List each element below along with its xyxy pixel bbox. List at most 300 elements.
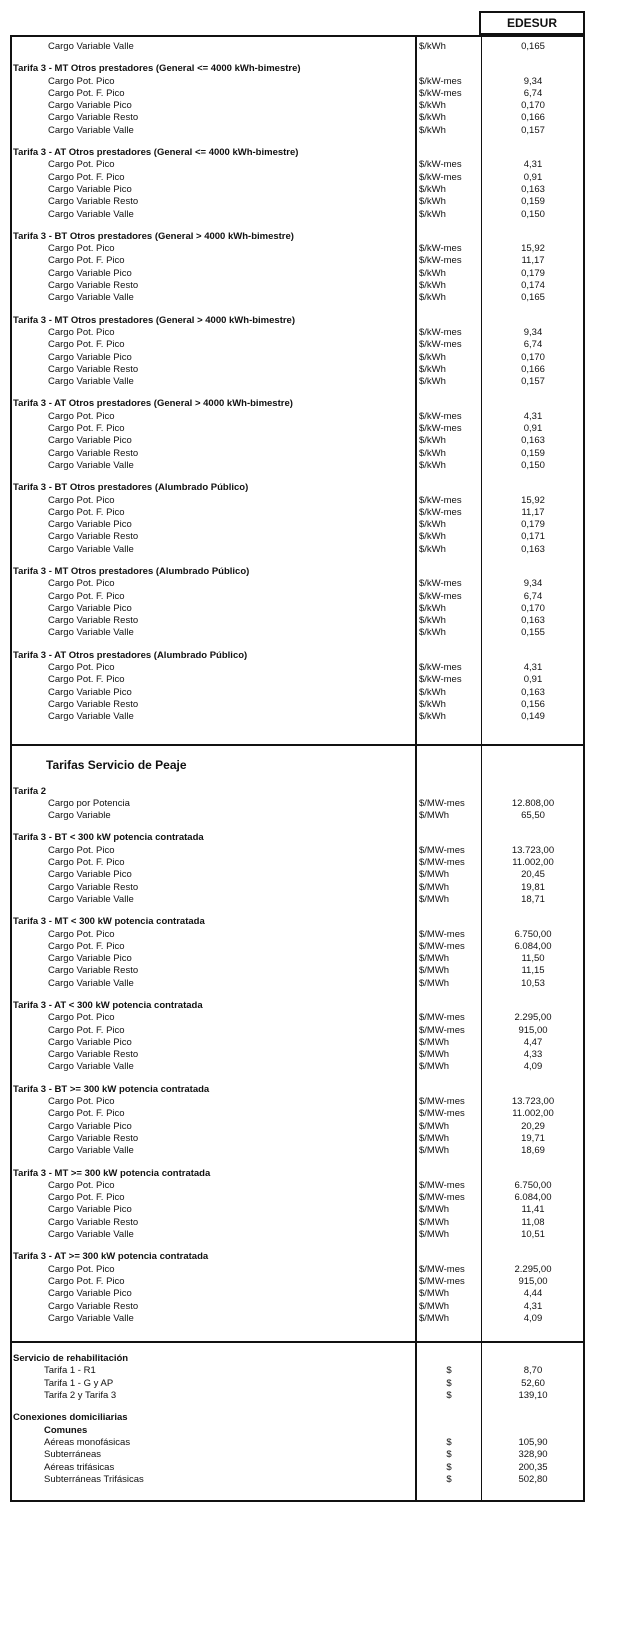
table-row [12, 1474, 583, 1486]
charge-label: Cargo Pot. Pico [48, 1179, 115, 1191]
group-title-row [12, 315, 583, 327]
table-row [12, 1462, 583, 1474]
group-title-row [12, 1000, 583, 1012]
charge-value: 0,170 [521, 100, 545, 112]
charge-label: Tarifa 2 y Tarifa 3 [44, 1390, 117, 1402]
charge-unit: $/MWh [419, 1145, 450, 1157]
table-row [12, 1204, 583, 1216]
table-row [12, 112, 583, 124]
charge-value: 0,150 [521, 208, 545, 220]
charge-unit: $ [446, 1365, 452, 1377]
table-row [12, 507, 583, 519]
charge-label: Cargo Variable Resto [48, 1132, 139, 1144]
table-row [12, 268, 583, 280]
charge-label: Cargo Variable Pico [48, 435, 132, 447]
charge-label: Cargo Variable Resto [48, 615, 139, 627]
charge-value: 4,09 [523, 1061, 543, 1073]
group-title: Tarifa 3 - AT Otros prestadores (General > 4000 kWh-bimestre) [13, 398, 293, 410]
tariff-group [12, 231, 583, 305]
table-row [12, 125, 583, 137]
charge-label: Cargo Variable Valle [48, 1312, 134, 1324]
table-row [12, 627, 583, 639]
charge-label: Tarifa 1 - G y AP [44, 1377, 114, 1389]
table-row [12, 364, 583, 376]
table-row [12, 423, 583, 435]
charge-value: 0,91 [523, 674, 543, 686]
charge-unit: $/MWh [419, 810, 450, 822]
charge-label: Subterráneas Trifásicas [44, 1473, 144, 1485]
charge-unit: $/kW-mes [419, 674, 462, 686]
charge-label: Cargo Variable Valle [48, 1061, 134, 1073]
charge-unit: $/kWh [419, 531, 446, 543]
charge-value: 915,00 [518, 1275, 548, 1287]
charge-unit: $/kWh [419, 196, 446, 208]
table-row [12, 941, 583, 953]
charge-value: 0,166 [521, 112, 545, 124]
group-title-row [12, 147, 583, 159]
group-title-row [12, 63, 583, 75]
table-row [12, 544, 583, 556]
table-row [12, 243, 583, 255]
group-spacer [12, 53, 583, 63]
charge-value: 4,31 [523, 1300, 543, 1312]
table-section [12, 744, 583, 1342]
charge-label: Tarifa 1 - R1 [44, 1365, 96, 1377]
table-row [12, 327, 583, 339]
charge-unit: $/kWh [419, 124, 446, 136]
charge-value: 15,92 [521, 494, 545, 506]
tariff-group [12, 398, 583, 472]
group-spacer [12, 822, 583, 832]
table-row [12, 1276, 583, 1288]
tariff-group [12, 650, 583, 724]
charge-label: Cargo Pot. Pico [48, 1096, 115, 1108]
table-row [12, 1264, 583, 1276]
charge-label: Cargo Pot. Pico [48, 578, 115, 590]
charge-value: 9,34 [523, 75, 543, 87]
table-row [12, 352, 583, 364]
table-row [12, 88, 583, 100]
table-row [12, 196, 583, 208]
table-row [12, 674, 583, 686]
charge-label: Cargo Pot. Pico [48, 243, 115, 255]
charge-unit: $/MWh [419, 1288, 450, 1300]
charge-value: 11,41 [521, 1204, 545, 1216]
charge-label: Cargo Variable Pico [48, 519, 132, 531]
charge-unit: $/kW-mes [419, 578, 462, 590]
charge-label: Cargo Variable Valle [48, 41, 134, 52]
charge-label: Cargo Variable Resto [48, 280, 139, 292]
charge-value: 0,155 [521, 627, 545, 639]
charge-label: Cargo Pot. Pico [48, 75, 115, 87]
charge-value: 0,91 [523, 171, 543, 183]
table-row [12, 519, 583, 531]
charge-unit: $/kWh [419, 519, 446, 531]
group-subtitle: Comunes [44, 1424, 88, 1436]
group-spacer [12, 640, 583, 650]
charge-value: 9,34 [523, 578, 543, 590]
charge-unit: $/MW-mes [419, 797, 465, 809]
charge-value: 4,31 [523, 410, 543, 422]
tariff-group [12, 1353, 583, 1402]
group-title: Tarifa 2 [13, 785, 47, 797]
charge-label: Cargo Variable Resto [48, 1300, 139, 1312]
charge-unit: $/MW-mes [419, 928, 465, 940]
charge-value: 10,51 [521, 1229, 545, 1241]
group-title-row [12, 650, 583, 662]
charge-unit: $/kW-mes [419, 662, 462, 674]
charge-label: Cargo Variable Pico [48, 1120, 132, 1132]
group-spacer [12, 556, 583, 566]
charge-label: Cargo Variable Resto [48, 363, 139, 375]
charge-value: 0,163 [521, 615, 545, 627]
table-row [12, 894, 583, 906]
group-spacer [12, 1486, 583, 1500]
charge-value: 502,80 [518, 1473, 548, 1485]
group-spacer [12, 1241, 583, 1251]
table-row [12, 1217, 583, 1229]
charge-unit: $/kWh [419, 435, 446, 447]
group-title: Tarifa 3 - AT Otros prestadores (Alumbrado Público) [13, 649, 248, 661]
charge-unit: $/kWh [419, 208, 446, 220]
charge-unit: $ [446, 1390, 452, 1402]
charge-value: 4,47 [523, 1036, 543, 1048]
table-row [12, 376, 583, 388]
group-title: Servicio de rehabilitación [13, 1353, 129, 1365]
table-row [12, 100, 583, 112]
group-subtitle-row [12, 1425, 583, 1437]
charge-label: Cargo Variable Valle [48, 1229, 134, 1241]
tariff-group [12, 786, 583, 823]
tariff-group [12, 916, 583, 990]
group-title: Tarifa 3 - MT >= 300 kW potencia contratada [13, 1167, 211, 1179]
charge-unit: $/kWh [419, 363, 446, 375]
table-section [12, 37, 583, 744]
charge-value: 20,45 [521, 869, 545, 881]
charge-unit: $/kWh [419, 351, 446, 363]
table-row [12, 1180, 583, 1192]
charge-label: Cargo Pot. F. Pico [48, 590, 125, 602]
charge-value: 65,50 [521, 810, 545, 822]
table-row [12, 1437, 583, 1449]
group-title: Tarifa 3 - MT Otros prestadores (General > 4000 kWh-bimestre) [13, 314, 296, 326]
table-row [12, 1301, 583, 1313]
charge-label: Cargo Pot. F. Pico [48, 1275, 125, 1287]
charge-value: 11,15 [521, 965, 545, 977]
charge-unit: $/kW-mes [419, 255, 462, 267]
group-title: Tarifa 3 - BT Otros prestadores (General > 4000 kWh-bimestre) [13, 230, 294, 242]
charge-label: Cargo Variable Valle [48, 711, 134, 723]
charge-unit: $/MW-mes [419, 1024, 465, 1036]
section-heading: Tarifas Servicio de Peaje [46, 757, 187, 772]
charge-label: Cargo Variable Valle [48, 124, 134, 136]
tariff-group [12, 315, 583, 389]
charge-value: 9,34 [523, 326, 543, 338]
charge-label: Cargo Pot. F. Pico [48, 339, 125, 351]
table-row [12, 531, 583, 543]
charge-value: 4,44 [523, 1288, 543, 1300]
table-row [12, 495, 583, 507]
charge-unit: $/kWh [419, 41, 446, 52]
charge-value: 105,90 [518, 1436, 548, 1448]
charge-unit: $/kWh [419, 292, 446, 304]
group-title-row [12, 1353, 583, 1365]
charge-label: Cargo Variable Pico [48, 869, 132, 881]
charge-value: 18,71 [521, 893, 545, 905]
group-title-row [12, 1168, 583, 1180]
group-spacer [12, 1325, 583, 1341]
charge-value: 20,29 [521, 1120, 545, 1132]
charge-value: 139,10 [518, 1390, 548, 1402]
table-row [12, 1025, 583, 1037]
charge-unit: $ [446, 1436, 452, 1448]
group-title: Conexiones domiciliarias [13, 1412, 128, 1424]
charge-label: Cargo Variable Pico [48, 351, 132, 363]
table-row [12, 339, 583, 351]
table-row [12, 591, 583, 603]
table-row [12, 1049, 583, 1061]
group-spacer [12, 388, 583, 398]
charge-value: 4,33 [523, 1049, 543, 1061]
table-row [12, 76, 583, 88]
charge-label: Cargo Variable Resto [48, 698, 139, 710]
group-title-row [12, 832, 583, 844]
charge-label: Cargo Variable Pico [48, 953, 132, 965]
charge-value: 0,159 [521, 447, 545, 459]
group-title-row [12, 786, 583, 798]
table-row [12, 172, 583, 184]
charge-label: Cargo Variable Pico [48, 100, 132, 112]
charge-label: Cargo Pot. Pico [48, 844, 115, 856]
charge-value: 0,150 [521, 459, 545, 471]
group-spacer [12, 1402, 583, 1412]
table-row [12, 411, 583, 423]
charge-label: Cargo Variable Valle [48, 459, 134, 471]
table-row [12, 1229, 583, 1241]
group-title-row [12, 398, 583, 410]
charge-unit: $/kW-mes [419, 171, 462, 183]
charge-value: 0,165 [521, 41, 545, 52]
charge-value: 11,17 [521, 506, 545, 518]
table-row [12, 159, 583, 171]
group-title-row [12, 231, 583, 243]
charge-unit: $/MWh [419, 881, 450, 893]
charge-value: 19,81 [521, 881, 545, 893]
charge-label: Cargo Variable Resto [48, 965, 139, 977]
table-row [12, 1390, 583, 1402]
charge-value: 0,171 [521, 531, 545, 543]
charge-unit: $/MW-mes [419, 844, 465, 856]
charge-unit: $ [446, 1473, 452, 1485]
charge-value: 4,31 [523, 159, 543, 171]
charge-unit: $/MW-mes [419, 940, 465, 952]
charge-unit: $/MWh [419, 1061, 450, 1073]
group-title: Tarifa 3 - BT < 300 kW potencia contratada [13, 832, 204, 844]
table-section [12, 1341, 583, 1500]
charge-unit: $/MWh [419, 869, 450, 881]
charge-label: Cargo Variable Resto [48, 112, 139, 124]
charge-unit: $/MW-mes [419, 1108, 465, 1120]
charge-label: Aéreas monofásicas [44, 1436, 131, 1448]
table-row [12, 1365, 583, 1377]
group-title: Tarifa 3 - MT Otros prestadores (General <= 4000 kWh-bimestre) [13, 63, 301, 75]
charge-unit: $/kW-mes [419, 494, 462, 506]
charge-label: Cargo Pot. F. Pico [48, 1108, 125, 1120]
group-title-row [12, 482, 583, 494]
charge-label: Cargo Variable Valle [48, 977, 134, 989]
table-row [12, 810, 583, 822]
charge-unit: $/MW-mes [419, 1275, 465, 1287]
charge-label: Cargo Variable Resto [48, 447, 139, 459]
table-row [12, 255, 583, 267]
table-row [12, 857, 583, 869]
charge-value: 0,163 [521, 183, 545, 195]
charge-value: 0,163 [521, 435, 545, 447]
charge-label: Cargo Variable Resto [48, 881, 139, 893]
charge-unit: $/MW-mes [419, 1179, 465, 1191]
charge-unit: $/MWh [419, 1300, 450, 1312]
charge-label: Cargo Pot. F. Pico [48, 87, 125, 99]
charge-label: Cargo Pot. F. Pico [48, 940, 125, 952]
charge-label: Cargo Pot. F. Pico [48, 1024, 125, 1036]
tariff-group [12, 41, 583, 53]
charge-label: Cargo Variable Pico [48, 1204, 132, 1216]
tariff-group [12, 1168, 583, 1242]
charge-unit: $/kWh [419, 543, 446, 555]
section-heading-row [12, 748, 583, 778]
charge-value: 6.084,00 [514, 940, 552, 952]
table-row [12, 603, 583, 615]
charge-label: Cargo Pot. Pico [48, 1012, 115, 1024]
charge-unit: $/kWh [419, 711, 446, 723]
charge-unit: $/kWh [419, 100, 446, 112]
charge-value: 4,31 [523, 662, 543, 674]
tariff-group [12, 566, 583, 640]
table-row [12, 435, 583, 447]
charge-label: Cargo Pot. F. Pico [48, 171, 125, 183]
charge-label: Cargo Pot. F. Pico [48, 506, 125, 518]
charge-unit: $/MWh [419, 893, 450, 905]
table-row [12, 845, 583, 857]
charge-value: 0,157 [521, 124, 545, 136]
charge-label: Cargo Pot. F. Pico [48, 674, 125, 686]
charge-unit: $/MWh [419, 1216, 450, 1228]
group-title-row [12, 1412, 583, 1424]
table-row [12, 662, 583, 674]
charge-label: Cargo Variable Valle [48, 543, 134, 555]
table-row [12, 1037, 583, 1049]
charge-unit: $/MWh [419, 1132, 450, 1144]
charge-unit: $/MWh [419, 953, 450, 965]
table-row [12, 965, 583, 977]
charge-label: Cargo Variable Resto [48, 1216, 139, 1228]
charge-unit: $ [446, 1449, 452, 1461]
charge-unit: $/kWh [419, 447, 446, 459]
charge-unit: $/kWh [419, 376, 446, 388]
charge-value: 0,149 [521, 711, 545, 723]
group-spacer [12, 1074, 583, 1084]
charge-unit: $/kWh [419, 615, 446, 627]
charge-value: 6.750,00 [514, 928, 552, 940]
charge-value: 6,74 [523, 87, 543, 99]
table-row [12, 1108, 583, 1120]
charge-unit: $/MWh [419, 1036, 450, 1048]
table-row [12, 798, 583, 810]
charge-unit: $/MW-mes [419, 1096, 465, 1108]
charge-value: 12.808,00 [511, 797, 555, 809]
charge-value: 0,157 [521, 376, 545, 388]
charge-label: Subterráneas [44, 1449, 102, 1461]
charge-label: Cargo Variable Resto [48, 1049, 139, 1061]
charge-label: Cargo Variable Valle [48, 208, 134, 220]
charge-value: 0,163 [521, 543, 545, 555]
tariff-group [12, 1412, 583, 1486]
table-row [12, 1288, 583, 1300]
charge-value: 2.295,00 [514, 1263, 552, 1275]
charge-value: 0,166 [521, 363, 545, 375]
charge-value: 6,74 [523, 339, 543, 351]
group-spacer [12, 305, 583, 315]
charge-unit: $ [446, 1461, 452, 1473]
charge-unit: $/MW-mes [419, 857, 465, 869]
charge-unit: $/kWh [419, 267, 446, 279]
group-spacer [12, 724, 583, 744]
charge-unit: $/MWh [419, 977, 450, 989]
charge-label: Cargo Pot. Pico [48, 494, 115, 506]
charge-label: Cargo Variable Pico [48, 267, 132, 279]
group-title-row [12, 1084, 583, 1096]
charge-unit: $/MWh [419, 1229, 450, 1241]
tariff-group [12, 832, 583, 906]
charge-unit: $/MWh [419, 1120, 450, 1132]
tariff-group [12, 63, 583, 137]
group-title: Tarifa 3 - MT Otros prestadores (Alumbrado Público) [13, 565, 250, 577]
charge-unit: $/kW-mes [419, 410, 462, 422]
charge-unit: $/MWh [419, 1312, 450, 1324]
table-row [12, 687, 583, 699]
charge-value: 18,69 [521, 1145, 545, 1157]
table-body [12, 37, 583, 1500]
charge-unit: $/kW-mes [419, 243, 462, 255]
tariff-group [12, 1000, 583, 1074]
charge-unit: $/MWh [419, 1204, 450, 1216]
group-spacer [12, 472, 583, 482]
charge-value: 19,71 [521, 1132, 545, 1144]
charge-value: 10,53 [521, 977, 545, 989]
charge-label: Cargo Pot. Pico [48, 662, 115, 674]
table-row [12, 460, 583, 472]
charge-value: 200,35 [518, 1461, 548, 1473]
charge-unit: $/kW-mes [419, 339, 462, 351]
charge-label: Cargo Variable Resto [48, 531, 139, 543]
table-row [12, 1012, 583, 1024]
group-title: Tarifa 3 - BT >= 300 kW potencia contratada [13, 1083, 210, 1095]
charge-label: Aéreas trifásicas [44, 1461, 115, 1473]
charge-unit: $/MW-mes [419, 1263, 465, 1275]
charge-label: Cargo Variable Pico [48, 602, 132, 614]
charge-label: Cargo Pot. F. Pico [48, 857, 125, 869]
group-spacer [12, 906, 583, 916]
charge-value: 0,174 [521, 280, 545, 292]
table-row [12, 953, 583, 965]
table-row [12, 1061, 583, 1073]
charge-unit: $/kWh [419, 183, 446, 195]
table-row [12, 699, 583, 711]
charge-value: 0,165 [521, 292, 545, 304]
charge-unit: $/MW-mes [419, 1192, 465, 1204]
table-row [12, 1449, 583, 1461]
charge-label: Cargo Variable Pico [48, 686, 132, 698]
